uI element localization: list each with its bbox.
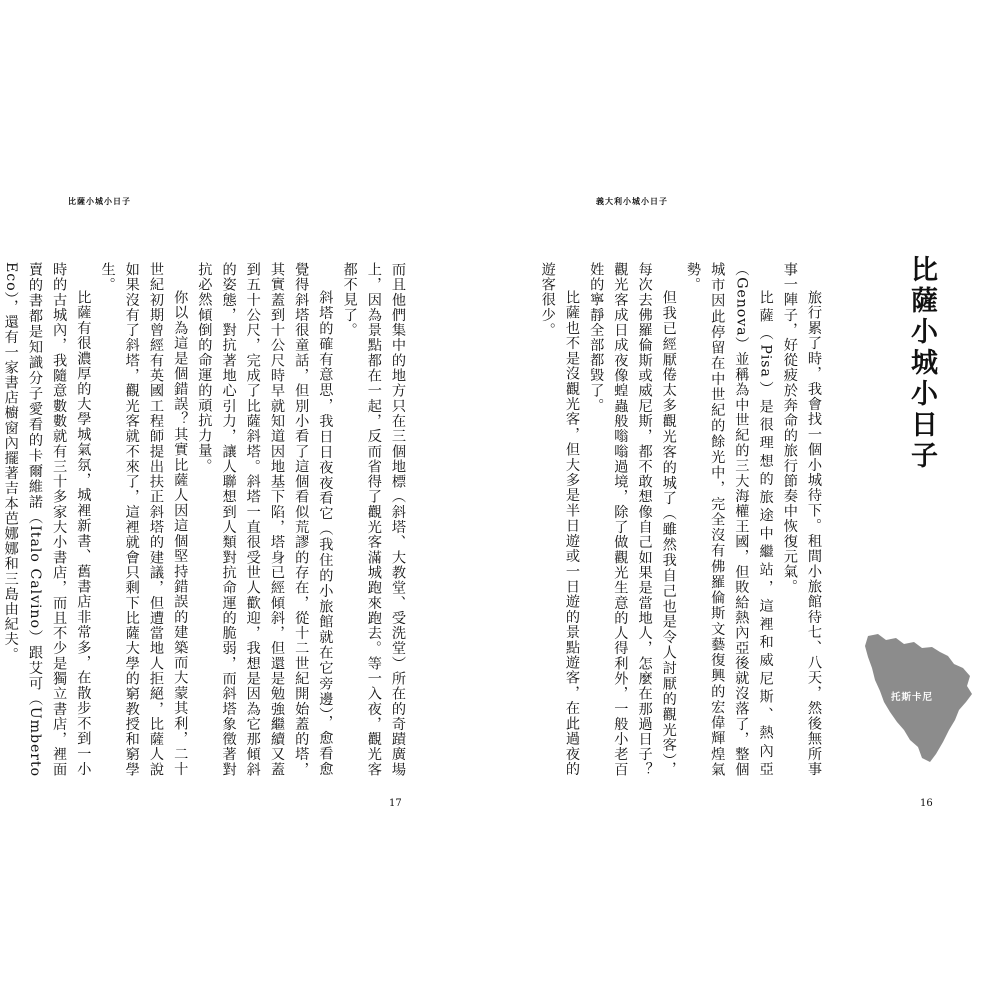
body-text — [539, 262, 826, 777]
paragraph: 而且他們集中的地方只在三個地標（斜塔、大教堂、受洗堂）所在的奇蹟廣場上，因為景點都在一起，反而省得了觀光客滿城跑來跑去。等一入夜，觀光客都不見了。 — [341, 262, 406, 777]
page-number: 16 — [920, 798, 933, 809]
page-number: 17 — [389, 798, 402, 809]
map-label: 托斯卡尼 — [891, 692, 934, 703]
paragraph: 你以為這是個錯誤？其實比薩人因這個堅持錯誤的建築而大蒙其利，二十世紀初期曾經有英國工程師提出扶正斜塔的建議，但遭當地人拒絕，比薩人說如果沒有了斜塔，觀光客就不來了，這裡就會只剩下比薩大學的窮教授和窮學生。 — [99, 262, 189, 777]
paragraph: 比薩也不是沒觀光客，但大多是半日遊或一日遊的景點遊客，在此過夜的遊客很少。 — [539, 262, 580, 777]
tuscany-map — [860, 630, 975, 765]
paragraph: 但我已經厭倦太多觀光客的城了（雖然我自己也是令人討厭的觀光客），每次去佛羅倫斯或威尼斯，都不敢想像自己如果是當地人，怎麼在那過日子？觀光客成日成夜像蝗蟲般嗡嗡過境，除了做觀光生意的人得利外，一般小老百姓的寧靜全部都毀了。 — [588, 262, 677, 777]
paragraph: 旅行累了時，我會找一個小城待下。租間小旅館待七、八天，然後無所事事一陣子，好從疲於奔命的旅行節奏中恢復元氣。 — [781, 262, 822, 777]
chapter-title: 比薩小城小日子 — [906, 255, 937, 472]
running-head: 比薩小城小日子 — [68, 196, 131, 206]
right-page — [500, 0, 1000, 1000]
paragraph: 比薩（Pisa）是很理想的旅途中繼站，這裡和威尼斯、熱內亞（Genova）並稱為中世紀的三大海權王國，但敗給熱內亞後就沒落了，整個城市因此停留在中世紀的餘光中，完全沒有佛羅倫斯文藝復興的宏偉輝煌氣勢。 — [684, 262, 774, 777]
paragraph: 比薩有很濃厚的大學城氣氛，城裡新書、舊書店非常多，在散步不到一小時的古城內，我隨意數數就有三十多家大小書店，而且不少是獨立書店，裡面賣的書都是知識分子愛看的卡爾維諾（Italo Calvino）跟艾可（Umberto Eco），還有一家書店櫥窗內擺著吉本芭娜娜和三島由紀夫。 — [2, 262, 92, 777]
body-text — [2, 262, 410, 777]
running-head: 義大利小城小日子 — [596, 196, 668, 206]
paragraph: 斜塔的確有意思，我日日夜夜看它（我住的小旅館就在它旁邊），愈看愈覺得斜塔很童話，但別小看了這個看似荒謬的存在，從十二世紀開始蓋的塔，其實蓋到十公尺時早就知道因地基下陷，塔身已經傾斜，但還是勉強繼續又蓋到五十公尺，完成了比薩斜塔。斜塔一直很受世人歡迎，我想是因為它那傾斜的姿態，對抗著地心引力，讓人聯想到人類對抗命運的脆弱，而斜塔象徵著對抗必然傾倒的命運的頑抗力量。 — [196, 262, 334, 777]
